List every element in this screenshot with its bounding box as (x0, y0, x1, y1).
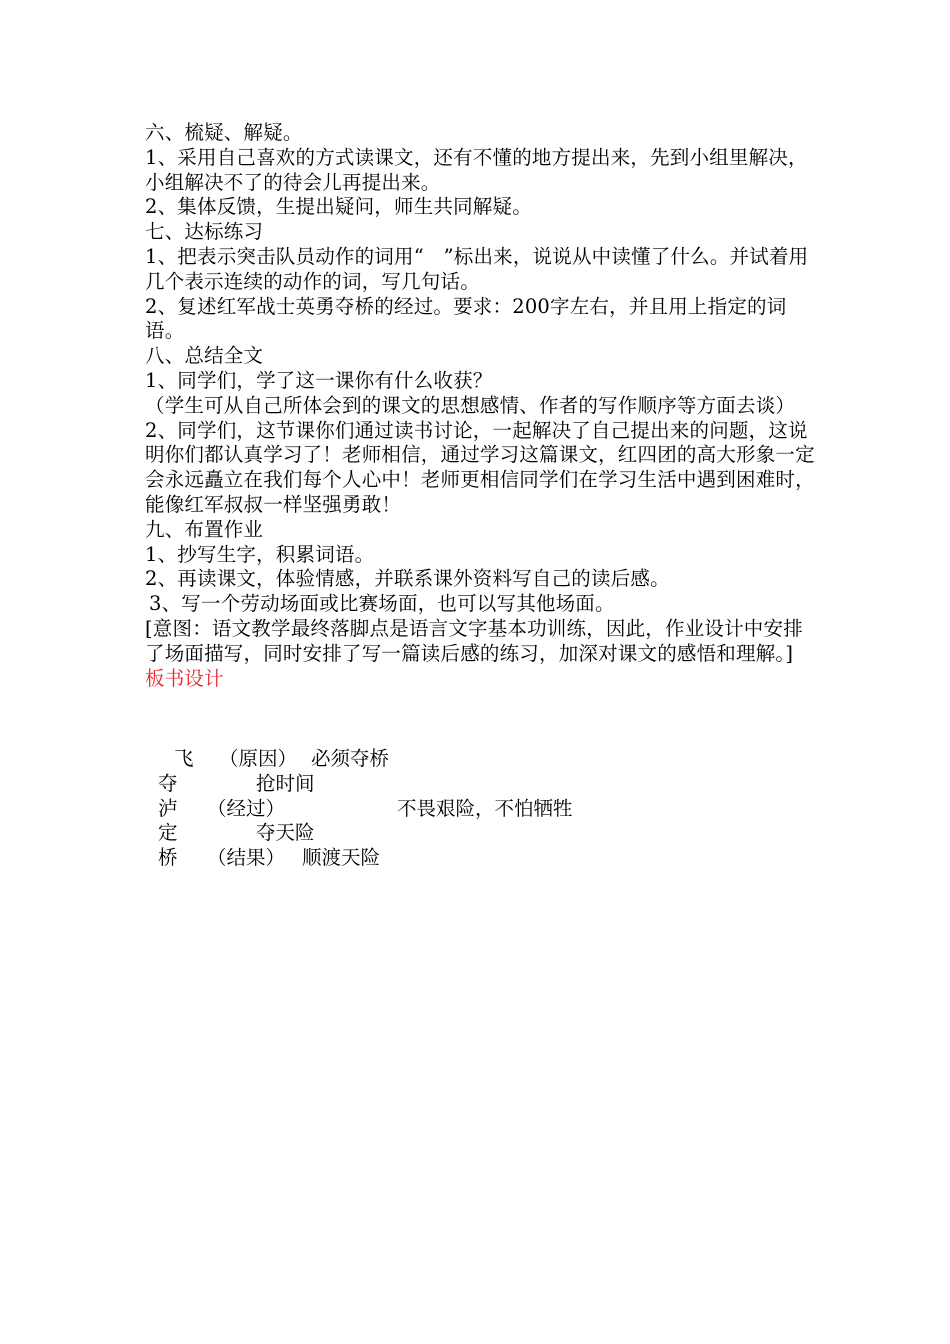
board-char: 飞 (174, 747, 194, 770)
board-label: （原因） (219, 747, 298, 770)
board-phrase: 顺渡天险 (302, 846, 381, 870)
paragraph: 2、同学们，这节课你们通过读书讨论，一起解决了自己提出来的问题，这说明你们都认真学习了！老师相信，通过学习这篇课文，红四团的高大形象一定会永远矗立在我们每个人心中！老师更相信同学们在学习生活中遇到困难时，能像红军叔叔一样坚强勇敢！ (145, 418, 815, 516)
document-body (145, 121, 815, 691)
section-heading-7: 七、达标练习 (145, 220, 264, 244)
board-char: 泸 (158, 796, 178, 820)
board-phrase: 夺天险 (256, 821, 315, 845)
paragraph: 1、同学们，学了这一课你有什么收获？ (145, 368, 493, 392)
paragraph: 2、复述红军战士英勇夺桥的经过。要求：200字左右，并且用上指定的词语。 (145, 294, 787, 343)
board-row (145, 747, 785, 772)
paragraph: 1、把表示突击队员动作的词用“ ”标出来，说说从中读懂了什么。并试着用几个表示连续的动作的词，写几句话。 (145, 244, 809, 293)
board-label: （结果） (207, 846, 286, 870)
board-row (145, 797, 785, 822)
board-row (145, 821, 785, 846)
paragraph: 1、采用自己喜欢的方式读课文，还有不懂的地方提出来，先到小组里解决，小组解决不了的待会儿再提出来。 (145, 145, 808, 194)
board-label: （经过） (207, 796, 286, 820)
intent-note: [意图：语文教学最终落脚点是语言文字基本功训练，因此，作业设计中安排了场面描写，同时安排了写一篇读后感的练习，加深对课文的感悟和理解。] (145, 616, 803, 665)
board-phrase: 不畏艰险，不怕牺牲 (397, 796, 573, 820)
board-row (145, 772, 785, 797)
paragraph: 3、写一个劳动场面或比赛场面，也可以写其他场面。 (149, 592, 615, 616)
board-design (145, 747, 785, 871)
section-heading-8: 八、总结全文 (145, 344, 264, 368)
paragraph: 2、再读课文，体验情感，并联系课外资料写自己的读后感。 (145, 567, 670, 591)
paragraph: （学生可从自己所体会到的课文的思想感情、作者的写作顺序等方面去谈） (145, 393, 796, 417)
paragraph: 1、抄写生字，积累词语。 (145, 542, 375, 566)
board-char: 夺 (158, 771, 178, 795)
section-heading-9: 九、布置作业 (145, 517, 264, 541)
board-phrase: 抢时间 (256, 771, 315, 795)
board-char: 定 (158, 821, 178, 845)
board-row (145, 846, 785, 871)
board-design-heading: 板书设计 (145, 666, 224, 690)
board-char: 桥 (158, 846, 178, 870)
board-phrase: 必须夺桥 (311, 747, 390, 770)
section-heading-6: 六、梳疑、解疑。 (145, 121, 303, 144)
paragraph: 2、集体反馈，生提出疑问，师生共同解疑。 (145, 195, 532, 219)
